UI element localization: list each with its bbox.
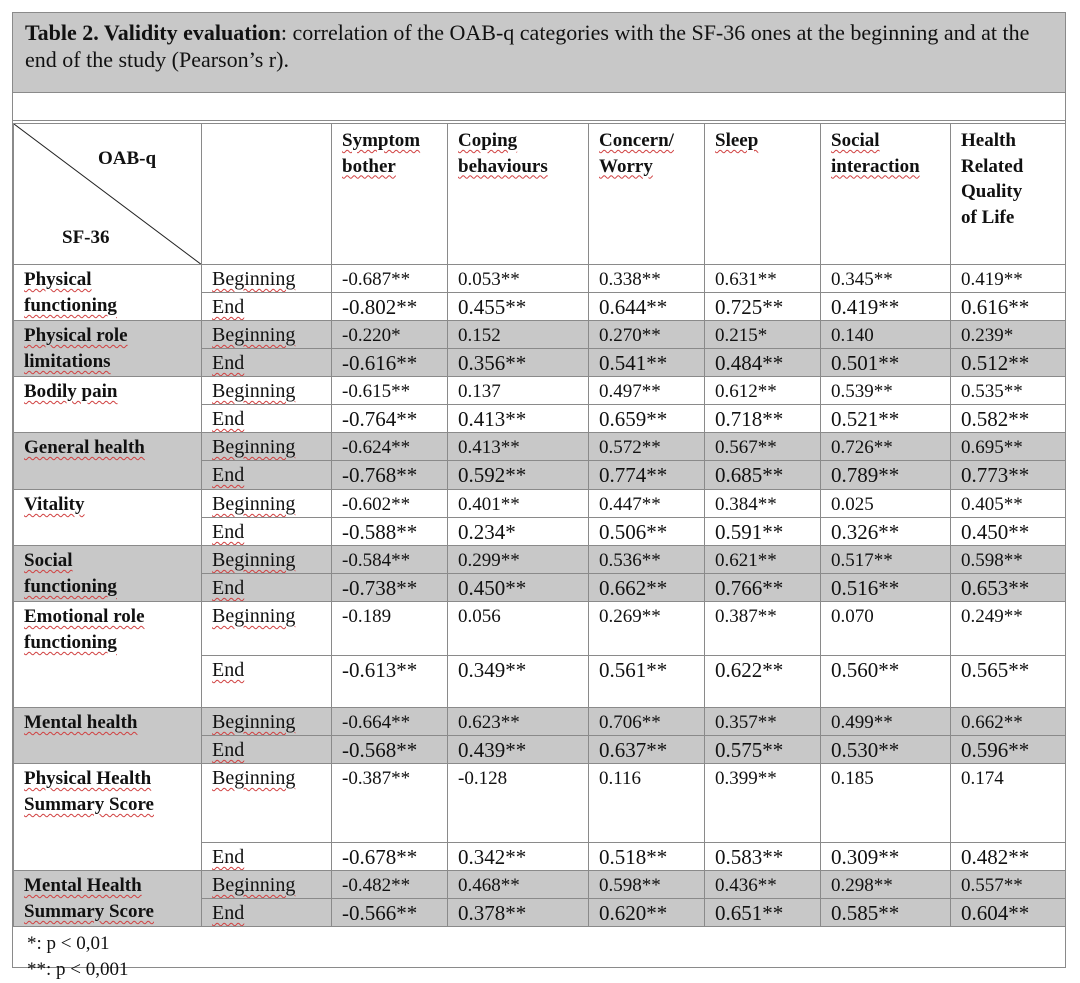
time-point-label [202,321,332,349]
correlation-value: 0.575** [705,736,821,764]
time-point-text: End [212,464,245,486]
time-point-text: Beginning [212,493,296,515]
correlation-value: 0.309** [821,843,951,871]
correlation-value: 0.592** [448,461,589,490]
correlation-value: -0.588** [332,518,448,546]
time-point-text: End [212,659,245,681]
row-label [14,871,202,927]
column-header [705,124,821,265]
row-label [14,265,202,321]
row-label-line: Social [24,550,73,571]
correlation-value: -0.568** [332,736,448,764]
time-point-label [202,518,332,546]
time-point-label [202,293,332,321]
row-label [14,708,202,764]
correlation-value: 0.659** [589,405,705,433]
correlation-value: -0.616** [332,349,448,377]
row-label-line: Emotional role [24,606,145,627]
correlation-value: -0.387** [332,764,448,843]
column-header-line: Symptom [342,130,421,151]
column-header-line: interaction [831,155,920,177]
header-time-blank [202,124,332,265]
correlation-value: 0.338** [589,265,705,293]
correlation-value: 0.598** [589,871,705,899]
correlation-value: 0.137 [448,377,589,405]
row-label-line: Physical [24,269,92,290]
correlation-value: 0.497** [589,377,705,405]
time-point-text: End [212,352,245,374]
row-label [14,602,202,708]
correlation-value: 0.056 [448,602,589,656]
correlation-value: 0.541** [589,349,705,377]
time-point-label [202,574,332,602]
column-header-line: Quality [961,181,1023,202]
correlation-value: -0.768** [332,461,448,490]
column-header-line: Worry [599,155,653,177]
correlation-value: 0.401** [448,490,589,518]
row-label-line: Mental health [24,712,138,733]
correlation-value: 0.535** [951,377,1066,405]
correlation-value: 0.726** [821,433,951,461]
column-header-line: Coping [458,130,518,151]
corner-cell [14,124,202,265]
table-row-beginning [14,708,1066,736]
correlation-value: 0.116 [589,764,705,843]
correlation-value: -0.602** [332,490,448,518]
time-point-text: End [212,296,245,318]
table-row-beginning [14,546,1066,574]
row-label-line: Bodily pain [24,381,118,402]
row-label-line: Physical Health [24,768,152,789]
correlation-value: 0.512** [951,349,1066,377]
correlation-value: 0.789** [821,461,951,490]
caption-text: : correlation of the OAB-q categories with the SF-36 ones at the beginning and at the end of the study (Pearson’s r). [25,20,1030,72]
column-header [448,124,589,265]
time-point-text: Beginning [212,380,296,402]
correlation-value: 0.644** [589,293,705,321]
time-point-label [202,433,332,461]
correlation-value: 0.662** [951,708,1066,736]
correlation-value: 0.299** [448,546,589,574]
correlation-value: -0.764** [332,405,448,433]
correlation-value: 0.662** [589,574,705,602]
correlation-value: 0.484** [705,349,821,377]
correlation-value: 0.598** [951,546,1066,574]
time-point-label [202,602,332,656]
row-label [14,377,202,433]
correlation-value: 0.399** [705,764,821,843]
time-point-label [202,349,332,377]
correlation-value: 0.518** [589,843,705,871]
correlation-value: -0.615** [332,377,448,405]
row-label-line: Vitality [24,494,85,515]
column-header-line: Social [831,130,880,151]
time-point-label [202,546,332,574]
correlation-value: -0.738** [332,574,448,602]
correlation-value: 0.695** [951,433,1066,461]
correlation-value: -0.189 [332,602,448,656]
correlation-value: -0.482** [332,871,448,899]
table-caption [13,13,1065,93]
correlation-value: 0.439** [448,736,589,764]
column-header-line: Sleep [715,130,759,151]
row-label-line: functioning [24,632,117,653]
table-row-beginning [14,433,1066,461]
correlation-value: 0.718** [705,405,821,433]
time-point-label [202,899,332,927]
correlation-value: 0.557** [951,871,1066,899]
table-row-beginning [14,377,1066,405]
time-point-text: Beginning [212,549,296,571]
row-label-line: functioning [24,295,117,316]
footnotes [27,931,129,983]
correlation-value: 0.637** [589,736,705,764]
caption-bold: Table 2. Validity evaluation [25,20,281,45]
correlation-value: -0.128 [448,764,589,843]
correlation-value: 0.174 [951,764,1066,843]
table-row-beginning [14,871,1066,899]
row-label-line: General health [24,437,145,458]
correlation-value: 0.419** [951,265,1066,293]
correlation-value: 0.506** [589,518,705,546]
table-row-beginning [14,321,1066,349]
time-point-label [202,656,332,708]
row-label [14,546,202,602]
column-header [332,124,448,265]
time-point-text: Beginning [212,767,296,789]
correlation-value: 0.450** [448,574,589,602]
correlation-value: 0.725** [705,293,821,321]
correlation-value: 0.152 [448,321,589,349]
blank-row [13,93,1065,121]
correlation-value: 0.270** [589,321,705,349]
correlation-value: 0.450** [951,518,1066,546]
correlation-value: 0.620** [589,899,705,927]
correlation-value: 0.387** [705,602,821,656]
row-label-line: Summary Score [24,901,154,922]
time-point-text: End [212,846,245,868]
column-header-line: of Life [961,206,1015,228]
correlation-value: 0.567** [705,433,821,461]
time-point-label [202,490,332,518]
column-header-line: Concern/ [599,130,674,151]
time-point-text: End [212,408,245,430]
correlation-value: 0.591** [705,518,821,546]
footnote-p001: *: p < 0,01 [27,933,110,954]
row-label [14,490,202,546]
correlation-value: 0.482** [951,843,1066,871]
correlation-value: 0.342** [448,843,589,871]
correlation-value: 0.773** [951,461,1066,490]
correlation-value: 0.298** [821,871,951,899]
correlation-value: 0.413** [448,405,589,433]
correlation-value: 0.766** [705,574,821,602]
correlation-value: 0.501** [821,349,951,377]
corner-sf-label: SF-36 [62,227,110,248]
correlation-value: 0.621** [705,546,821,574]
correlation-value: 0.378** [448,899,589,927]
correlation-value: 0.053** [448,265,589,293]
correlation-value: 0.185 [821,764,951,843]
correlation-value: -0.613** [332,656,448,708]
time-point-label [202,843,332,871]
time-point-text: End [212,577,245,599]
correlation-value: 0.357** [705,708,821,736]
correlation-value: 0.572** [589,433,705,461]
row-label [14,433,202,490]
correlation-value: 0.653** [951,574,1066,602]
correlation-value: 0.539** [821,377,951,405]
row-label [14,764,202,871]
row-label [14,321,202,377]
correlation-value: 0.616** [951,293,1066,321]
row-label-line: limitations [24,351,111,372]
time-point-text: End [212,739,245,761]
time-point-label [202,736,332,764]
column-header [951,124,1066,265]
correlation-value: 0.685** [705,461,821,490]
correlation-value: 0.582** [951,405,1066,433]
correlation-value: 0.345** [821,265,951,293]
correlation-value: 0.651** [705,899,821,927]
correlation-value: 0.612** [705,377,821,405]
time-point-label [202,871,332,899]
correlation-value: 0.560** [821,656,951,708]
correlation-value: 0.521** [821,405,951,433]
correlation-value: -0.566** [332,899,448,927]
correlation-value: 0.774** [589,461,705,490]
correlation-value: 0.239* [951,321,1066,349]
correlation-value: -0.220* [332,321,448,349]
time-point-text: Beginning [212,268,296,290]
correlation-value: 0.623** [448,708,589,736]
table-row-beginning [14,764,1066,843]
row-label-line: Mental Health [24,875,142,896]
table-row-beginning [14,602,1066,656]
column-header [589,124,705,265]
correlation-value: 0.436** [705,871,821,899]
time-point-text: End [212,521,245,543]
time-point-text: Beginning [212,436,296,458]
correlation-value: 0.517** [821,546,951,574]
time-point-text: Beginning [212,324,296,346]
footnote-p0001: **: p < 0,001 [27,959,129,980]
correlation-value: 0.468** [448,871,589,899]
time-point-label [202,708,332,736]
correlation-value: 0.499** [821,708,951,736]
correlation-value: 0.249** [951,602,1066,656]
correlation-value: 0.025 [821,490,951,518]
correlation-value: -0.802** [332,293,448,321]
correlation-value: 0.349** [448,656,589,708]
correlation-value: 0.561** [589,656,705,708]
column-header-line: behaviours [458,155,548,177]
correlation-value: 0.447** [589,490,705,518]
correlation-value: 0.516** [821,574,951,602]
correlation-value: 0.070 [821,602,951,656]
correlation-value: -0.678** [332,843,448,871]
table-row-beginning [14,490,1066,518]
time-point-label [202,461,332,490]
time-point-label [202,265,332,293]
correlation-value: 0.140 [821,321,951,349]
correlation-value: 0.631** [705,265,821,293]
correlation-value: 0.215* [705,321,821,349]
correlation-value: 0.604** [951,899,1066,927]
correlation-value: 0.419** [821,293,951,321]
correlation-value: -0.584** [332,546,448,574]
time-point-text: Beginning [212,711,296,733]
correlation-value: 0.326** [821,518,951,546]
time-point-text: End [212,902,245,924]
correlation-value: 0.455** [448,293,589,321]
time-point-label [202,377,332,405]
column-header-line: Related [961,155,1024,177]
correlation-value: -0.664** [332,708,448,736]
correlation-value: -0.624** [332,433,448,461]
time-point-text: Beginning [212,874,296,896]
correlation-value: 0.413** [448,433,589,461]
correlation-value: -0.687** [332,265,448,293]
corner-oab-label: OAB-q [98,148,157,169]
column-header-line: Health [961,130,1016,151]
correlation-value: 0.269** [589,602,705,656]
correlation-value: 0.622** [705,656,821,708]
correlation-value: 0.585** [821,899,951,927]
column-header-line: bother [342,155,396,177]
correlation-value: 0.405** [951,490,1066,518]
row-label-line: Physical role [24,325,128,346]
correlation-value: 0.234* [448,518,589,546]
correlation-value: 0.536** [589,546,705,574]
table-row-beginning [14,265,1066,293]
correlation-value: 0.596** [951,736,1066,764]
header-row [14,124,1066,265]
correlation-value: 0.706** [589,708,705,736]
correlation-value: 0.583** [705,843,821,871]
time-point-text: Beginning [212,605,296,627]
correlation-value: 0.384** [705,490,821,518]
correlation-table [13,123,1066,927]
correlation-value: 0.565** [951,656,1066,708]
column-header [821,124,951,265]
correlation-value: 0.356** [448,349,589,377]
time-point-label [202,764,332,843]
time-point-label [202,405,332,433]
row-label-line: functioning [24,576,117,597]
table-frame [12,12,1066,980]
correlation-value: 0.530** [821,736,951,764]
row-label-line: Summary Score [24,794,154,815]
